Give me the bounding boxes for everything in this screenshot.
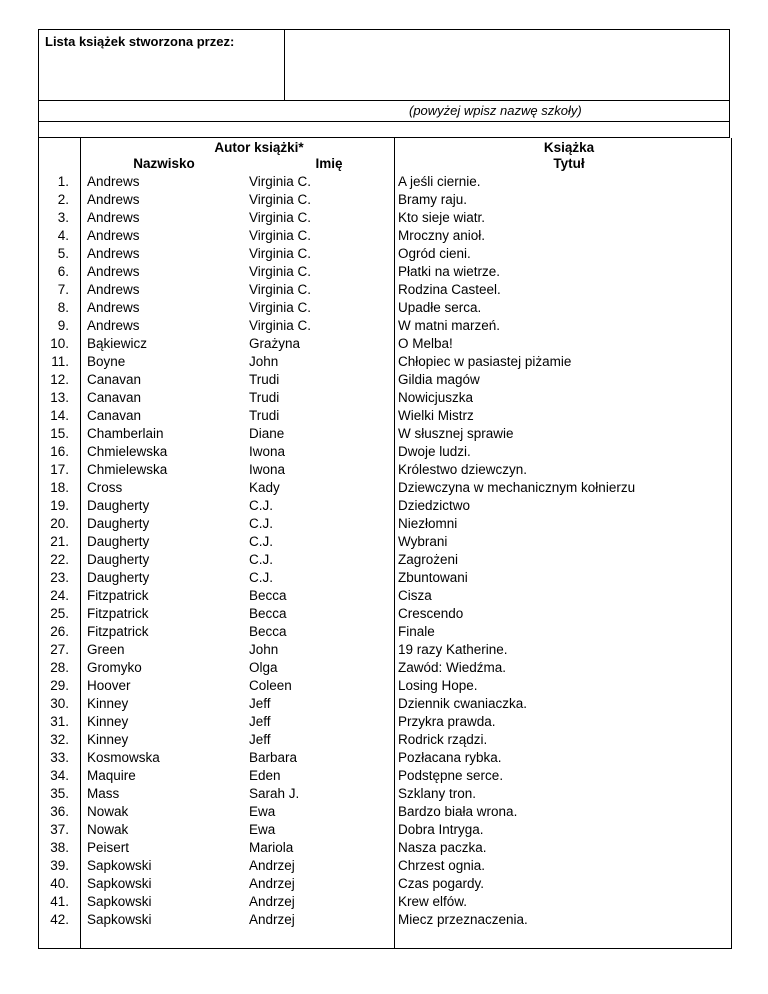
table-row: [39, 875, 731, 893]
row-number: 42.: [50, 912, 69, 927]
author-firstname: Trudi: [249, 390, 280, 405]
author-surname: Canavan: [87, 408, 142, 423]
author-surname: Kosmowska: [87, 750, 160, 765]
row-number: 29.: [50, 678, 69, 693]
author-firstname: Sarah J.: [249, 786, 300, 801]
book-title: Dwoje ludzi.: [398, 444, 471, 459]
book-title: Dziedzictwo: [398, 498, 471, 513]
author-firstname: C.J.: [249, 498, 274, 513]
book-title: Nasza paczka.: [398, 840, 487, 855]
book-title: Rodzina Casteel.: [398, 282, 501, 297]
author-surname: Bąkiewicz: [87, 336, 148, 351]
table-row: [39, 281, 731, 299]
table-row: [39, 263, 731, 281]
author-firstname: C.J.: [249, 552, 274, 567]
author-surname: Fitzpatrick: [87, 624, 149, 639]
author-surname: Daugherty: [87, 552, 150, 567]
table-row: [39, 623, 731, 641]
table-row: [39, 857, 731, 875]
author-surname: Boyne: [87, 354, 126, 369]
table-row: [39, 497, 731, 515]
book-title: Gildia magów: [398, 372, 480, 387]
row-number: 6.: [57, 264, 69, 279]
table-row: [39, 425, 731, 443]
surname-header: Nazwisko: [133, 156, 195, 171]
table-row: [39, 605, 731, 623]
row-number: 10.: [50, 336, 69, 351]
author-surname: Daugherty: [87, 498, 150, 513]
table-row: [39, 209, 731, 227]
author-surname: Green: [87, 642, 125, 657]
table-row: [39, 551, 731, 569]
table-row: [39, 785, 731, 803]
book-title: Zawód: Wiedźma.: [398, 660, 507, 675]
table-row: [39, 407, 731, 425]
author-surname: Kinney: [87, 732, 129, 747]
author-firstname: Iwona: [249, 444, 286, 459]
table-row: [39, 245, 731, 263]
table-row: [39, 695, 731, 713]
book-title: Zagrożeni: [398, 552, 459, 567]
row-number: 35.: [50, 786, 69, 801]
author-surname: Chmielewska: [87, 444, 168, 459]
author-surname: Fitzpatrick: [87, 588, 149, 603]
row-number: 33.: [50, 750, 69, 765]
table-row: [39, 389, 731, 407]
author-firstname: C.J.: [249, 570, 274, 585]
author-surname: Nowak: [87, 822, 129, 837]
firstname-header: Imię: [315, 156, 343, 171]
author-surname: Kinney: [87, 714, 129, 729]
book-rows: [39, 173, 731, 929]
author-firstname: Andrzej: [249, 894, 295, 909]
author-firstname: Andrzej: [249, 876, 295, 891]
book-title: W słusznej sprawie: [398, 426, 514, 441]
row-number: 40.: [50, 876, 69, 891]
author-surname: Nowak: [87, 804, 129, 819]
book-title: W matni marzeń.: [398, 318, 501, 333]
author-firstname: Andrzej: [249, 858, 295, 873]
book-title: Zbuntowani: [398, 570, 468, 585]
author-firstname: Grażyna: [249, 336, 301, 351]
table-row: [39, 353, 731, 371]
row-number: 13.: [50, 390, 69, 405]
author-firstname: Coleen: [249, 678, 292, 693]
author-firstname: Virginia C.: [249, 282, 312, 297]
spacer-row: [38, 121, 730, 138]
author-firstname: Virginia C.: [249, 192, 312, 207]
row-number: 21.: [50, 534, 69, 549]
author-firstname: Virginia C.: [249, 264, 312, 279]
row-number: 39.: [50, 858, 69, 873]
author-surname: Hoover: [87, 678, 131, 693]
author-firstname: C.J.: [249, 516, 274, 531]
book-title: Pozłacana rybka.: [398, 750, 502, 765]
row-number: 3.: [57, 210, 69, 225]
school-name-note: (powyżej wpisz nazwę szkoły): [409, 103, 582, 118]
book-title: Kto sieje wiatr.: [398, 210, 486, 225]
author-firstname: Iwona: [249, 462, 286, 477]
row-number: 16.: [50, 444, 69, 459]
book-title: Upadłe serca.: [398, 300, 482, 315]
table-row: [39, 731, 731, 749]
author-surname: Chmielewska: [87, 462, 168, 477]
author-firstname: John: [249, 354, 279, 369]
author-surname: Andrews: [87, 318, 140, 333]
row-number: 1.: [57, 174, 69, 189]
author-surname: Andrews: [87, 300, 140, 315]
school-header-box: [38, 29, 730, 122]
row-number: 24.: [50, 588, 69, 603]
author-firstname: Virginia C.: [249, 210, 312, 225]
author-firstname: Virginia C.: [249, 228, 312, 243]
author-surname: Kinney: [87, 696, 129, 711]
table-row: [39, 641, 731, 659]
table-row: [39, 839, 731, 857]
table-row: [39, 479, 731, 497]
header-rule: [39, 100, 729, 101]
book-title: Szklany tron.: [398, 786, 477, 801]
row-number: 2.: [57, 192, 69, 207]
book-title: 19 razy Katherine.: [398, 642, 508, 657]
list-created-by-label: Lista książek stworzona przez:: [45, 34, 235, 49]
author-surname: Andrews: [87, 192, 140, 207]
row-number: 28.: [50, 660, 69, 675]
author-surname: Peisert: [87, 840, 130, 855]
author-firstname: Ewa: [249, 822, 276, 837]
book-title: Bramy raju.: [398, 192, 468, 207]
author-surname: Andrews: [87, 210, 140, 225]
table-row: [39, 659, 731, 677]
row-number: 25.: [50, 606, 69, 621]
book-title: Crescendo: [398, 606, 464, 621]
row-number: 36.: [50, 804, 69, 819]
row-number: 22.: [50, 552, 69, 567]
book-title: Ogród cieni.: [398, 246, 471, 261]
row-number: 37.: [50, 822, 69, 837]
book-title: Niezłomni: [398, 516, 458, 531]
author-firstname: Virginia C.: [249, 246, 312, 261]
book-title: O Melba!: [398, 336, 453, 351]
author-firstname: Barbara: [249, 750, 298, 765]
row-number: 27.: [50, 642, 69, 657]
book-title: Chłopiec w pasiastej piżamie: [398, 354, 572, 369]
book-title: Dziennik cwaniaczka.: [398, 696, 528, 711]
table-row: [39, 515, 731, 533]
book-title: Wybrani: [398, 534, 448, 549]
table-row: [39, 767, 731, 785]
author-surname: Cross: [87, 480, 123, 495]
row-number: 17.: [50, 462, 69, 477]
author-surname: Andrews: [87, 246, 140, 261]
table-row: [39, 443, 731, 461]
author-firstname: Becca: [249, 588, 287, 603]
book-title: Miecz przeznaczenia.: [398, 912, 528, 927]
table-row: [39, 749, 731, 767]
row-number: 38.: [50, 840, 69, 855]
author-firstname: Mariola: [249, 840, 294, 855]
author-firstname: Becca: [249, 606, 287, 621]
book-title: Cisza: [398, 588, 432, 603]
author-surname: Maquire: [87, 768, 136, 783]
book-title: Dziewczyna w mechanicznym kołnierzu: [398, 480, 636, 495]
row-number: 4.: [57, 228, 69, 243]
table-row: [39, 569, 731, 587]
row-number: 31.: [50, 714, 69, 729]
book-title: A jeśli ciernie.: [398, 174, 481, 189]
book-title: Rodrick rządzi.: [398, 732, 488, 747]
author-firstname: Becca: [249, 624, 287, 639]
author-surname: Daugherty: [87, 516, 150, 531]
author-firstname: Olga: [249, 660, 278, 675]
author-surname: Mass: [87, 786, 120, 801]
book-title: Losing Hope.: [398, 678, 478, 693]
author-firstname: Kady: [249, 480, 280, 495]
table-row: [39, 371, 731, 389]
row-number: 7.: [57, 282, 69, 297]
table-row: [39, 893, 731, 911]
author-surname: Canavan: [87, 372, 142, 387]
author-group-header: Autor książki*: [214, 140, 304, 155]
author-firstname: Andrzej: [249, 912, 295, 927]
header-divider: [284, 30, 285, 100]
author-surname: Andrews: [87, 228, 140, 243]
table-row: [39, 821, 731, 839]
row-number: 8.: [57, 300, 69, 315]
row-number: 5.: [57, 246, 69, 261]
row-number: 19.: [50, 498, 69, 513]
row-number: 30.: [50, 696, 69, 711]
table-row: [39, 173, 731, 191]
row-number: 9.: [57, 318, 69, 333]
author-surname: Andrews: [87, 264, 140, 279]
author-firstname: Virginia C.: [249, 174, 312, 189]
table-row: [39, 803, 731, 821]
author-surname: Sapkowski: [87, 876, 152, 891]
author-firstname: Jeff: [249, 732, 271, 747]
table-row: [39, 587, 731, 605]
row-number: 14.: [50, 408, 69, 423]
book-title: Mroczny anioł.: [398, 228, 486, 243]
author-surname: Daugherty: [87, 534, 150, 549]
table-row: [39, 335, 731, 353]
row-number: 18.: [50, 480, 69, 495]
row-number: 15.: [50, 426, 69, 441]
table-row: [39, 533, 731, 551]
author-surname: Sapkowski: [87, 894, 152, 909]
row-number: 26.: [50, 624, 69, 639]
book-title: Nowicjuszka: [398, 390, 474, 405]
author-surname: Sapkowski: [87, 858, 152, 873]
book-title: Bardzo biała wrona.: [398, 804, 518, 819]
row-number: 34.: [50, 768, 69, 783]
table-row: [39, 227, 731, 245]
book-title: Chrzest ognia.: [398, 858, 486, 873]
book-title: Krew elfów.: [398, 894, 468, 909]
row-number: 20.: [50, 516, 69, 531]
author-firstname: Ewa: [249, 804, 276, 819]
table-row: [39, 713, 731, 731]
row-number: 23.: [50, 570, 69, 585]
book-title: Czas pogardy.: [398, 876, 485, 891]
book-title: Dobra Intryga.: [398, 822, 484, 837]
table-row: [39, 911, 731, 929]
author-firstname: Trudi: [249, 408, 280, 423]
book-title: Podstępne serce.: [398, 768, 504, 783]
row-number: 41.: [50, 894, 69, 909]
book-title: Płatki na wietrze.: [398, 264, 501, 279]
table-row: [39, 317, 731, 335]
table-row: [39, 677, 731, 695]
book-group-header: Książka: [543, 140, 595, 155]
author-firstname: Jeff: [249, 714, 271, 729]
author-firstname: Diane: [249, 426, 285, 441]
row-number: 11.: [51, 354, 69, 369]
author-surname: Andrews: [87, 174, 140, 189]
row-number: 12.: [50, 372, 69, 387]
author-firstname: Virginia C.: [249, 300, 312, 315]
author-surname: Daugherty: [87, 570, 150, 585]
author-firstname: John: [249, 642, 279, 657]
book-table: [38, 138, 732, 949]
row-number: 32.: [50, 732, 69, 747]
table-row: [39, 191, 731, 209]
author-surname: Sapkowski: [87, 912, 152, 927]
table-row: [39, 299, 731, 317]
author-surname: Gromyko: [87, 660, 142, 675]
author-firstname: Virginia C.: [249, 318, 312, 333]
book-title: Przykra prawda.: [398, 714, 496, 729]
author-surname: Canavan: [87, 390, 142, 405]
book-title: Wielki Mistrz: [398, 408, 474, 423]
author-firstname: C.J.: [249, 534, 274, 549]
book-title: Królestwo dziewczyn.: [398, 462, 528, 477]
author-firstname: Eden: [249, 768, 281, 783]
author-surname: Andrews: [87, 282, 140, 297]
author-firstname: Trudi: [249, 372, 280, 387]
title-header: Tytuł: [553, 156, 585, 171]
author-surname: Fitzpatrick: [87, 606, 149, 621]
book-title: Finale: [398, 624, 435, 639]
author-firstname: Jeff: [249, 696, 271, 711]
author-surname: Chamberlain: [87, 426, 164, 441]
table-row: [39, 461, 731, 479]
